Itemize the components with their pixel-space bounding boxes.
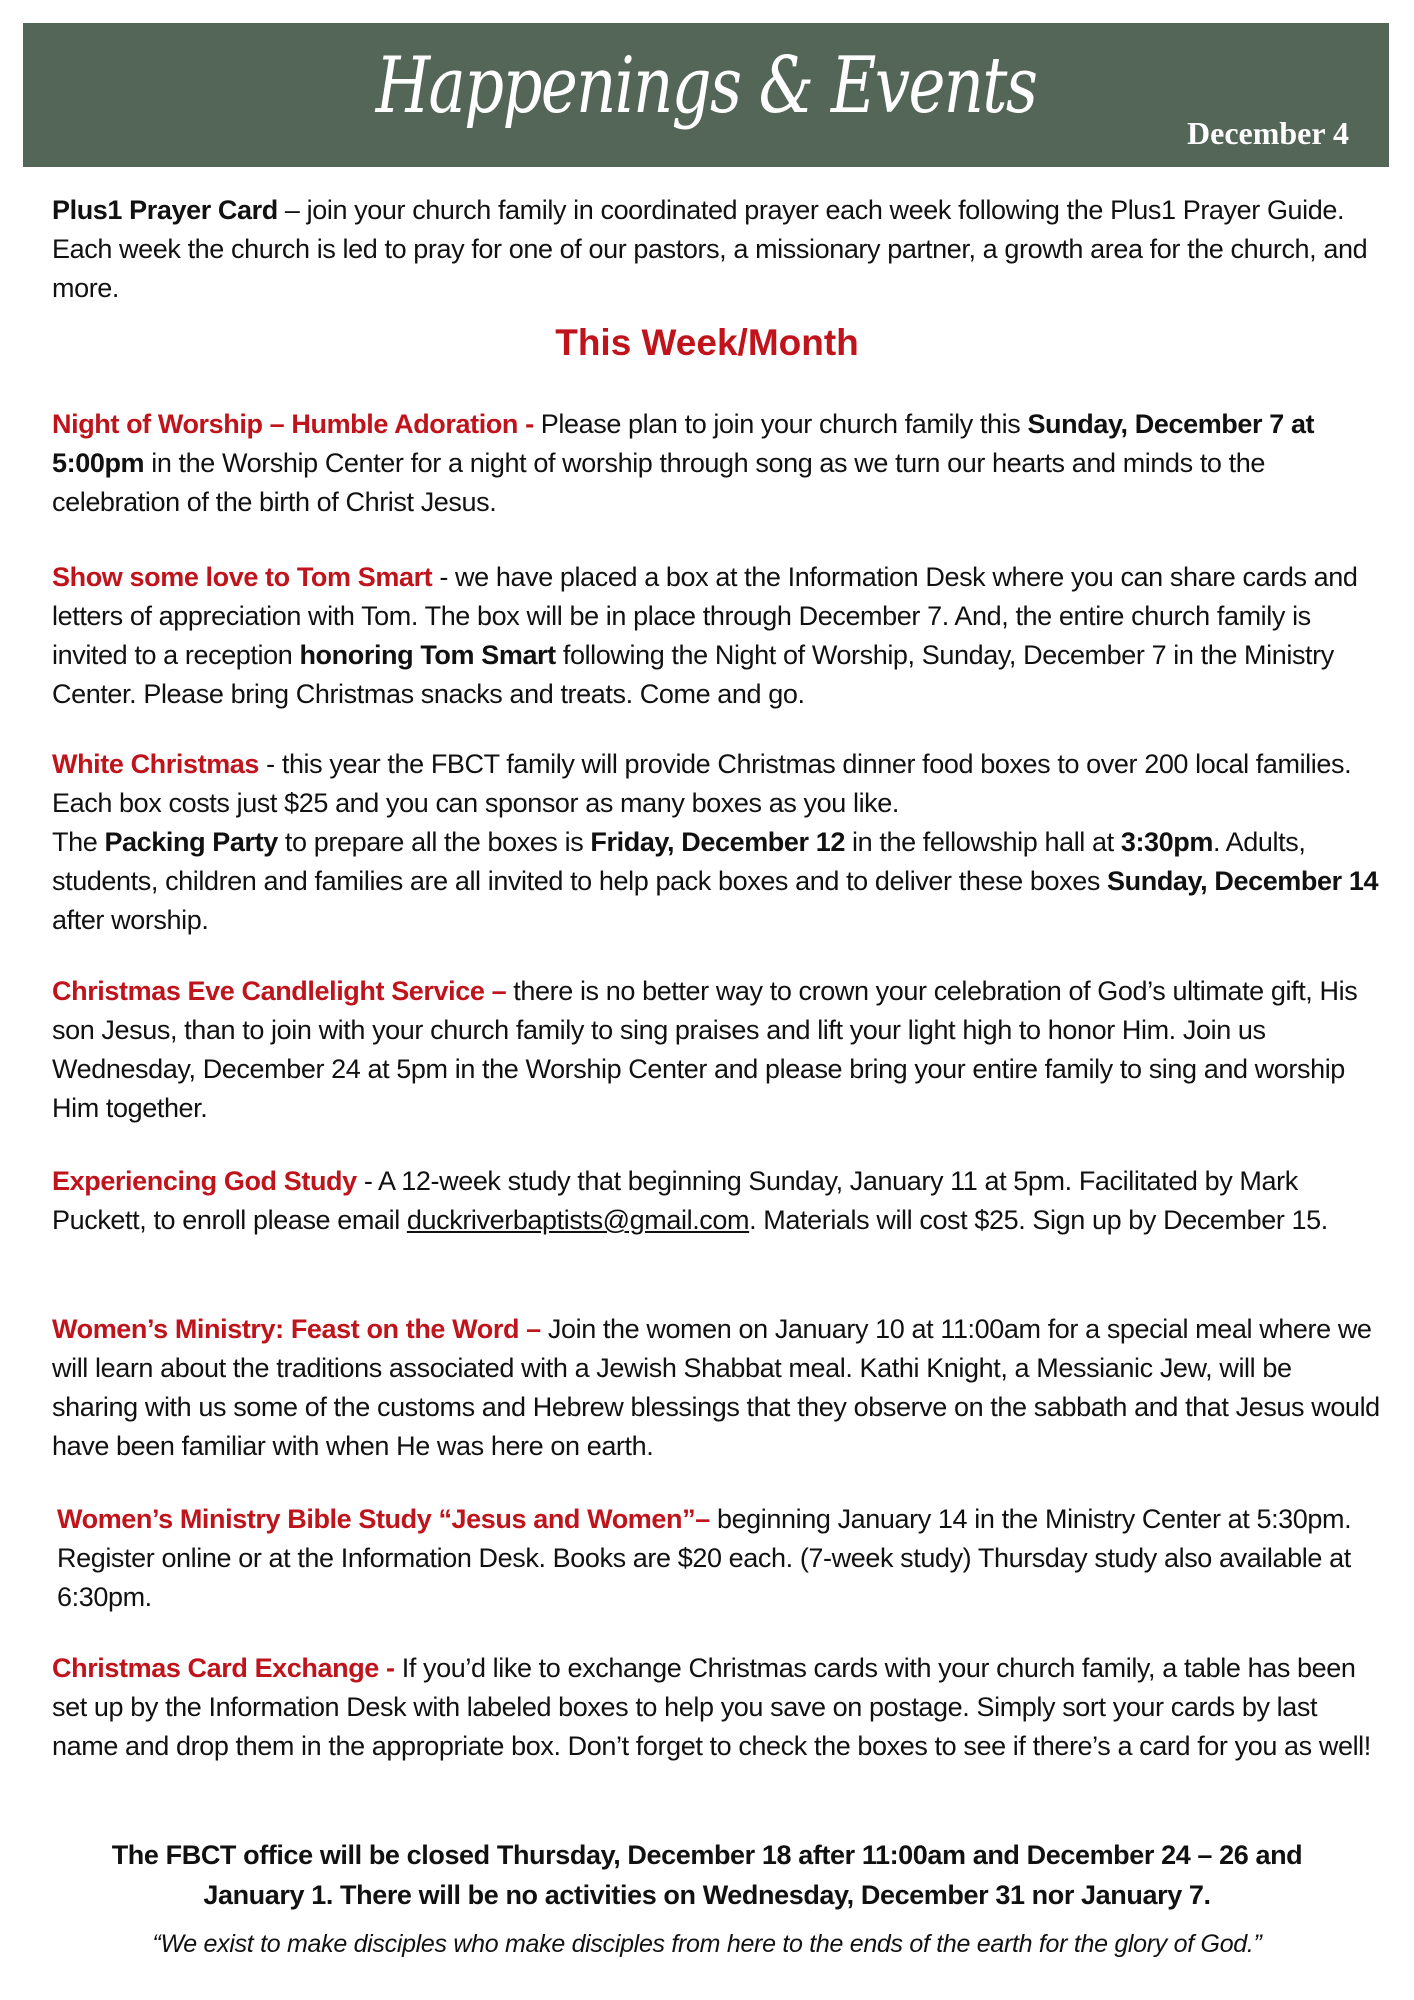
event-experiencing-god [52,1162,1382,1240]
event-night-of-worship [52,405,1382,522]
event-title: Women’s Ministry Bible Study “Jesus and Women”– [57,1504,717,1534]
event-card-exchange [52,1649,1382,1766]
event-title: Show some love to Tom Smart [52,562,433,592]
body-text: If you’d like to exchange Christmas cards with your church family, a table has been set up by the Information Desk with labeled boxes to help you save on postage. Simply sort your cards by last name and drop them in the appropriate box. Don’t forget to check the boxes to see if there’s a card for you as well! [52,1653,1371,1761]
plus1-prayer-card-paragraph [52,191,1382,308]
emphasis-text: Sunday, December 14 [1107,866,1379,896]
event-white-christmas [52,745,1382,940]
issue-date: December 4 [1187,115,1349,151]
event-christmas-eve [52,972,1382,1128]
body-text: - this year the FBCT family will provide Christmas dinner food boxes to over 200 local families. Each box costs just $25 and you can sponsor as many boxes as you like. [52,749,1352,818]
event-title: Christmas Eve Candlelight Service – [52,976,514,1006]
event-tom-smart [52,558,1382,714]
section-heading: This Week/Month [555,322,859,363]
event-title: Experiencing God Study [52,1166,357,1196]
body-text: . Materials will cost $25. Sign up by December 15. [749,1205,1328,1235]
emphasis-text: Sunday, December 7 at 5:00pm [52,409,1315,478]
event-title: Women’s Ministry: Feast on the Word – [52,1314,548,1344]
emphasis-text: 3:30pm [1120,827,1213,857]
emphasis-text: Packing Party [104,827,278,857]
body-text: following the Night of Worship, Sunday, December 7 in the Ministry Center. Please bring Christmas snacks and treats. Come and go. [52,640,1334,709]
body-text: - we have placed a box at the Information Desk where you can share cards and letters of appreciation with Tom. The box will be in place through December 7. And, the entire church family is invited to a reception [52,562,1358,670]
body-text: - A 12-week study that beginning Sunday, January 11 at 5pm. Facilitated by Mark Puckett, to enroll please email [52,1166,1298,1235]
header-banner [23,23,1389,167]
body-text: to prepare all the boxes is [277,827,591,857]
emphasis-text: Plus1 Prayer Card [52,195,278,225]
event-title: White Christmas [52,749,260,779]
body-text: there is no better way to crown your celebration of God’s ultimate gift, His son Jesus, than to join with your church family to sing praises and lift your light high to honor Him. Join us Wednesday, December 24 at 5pm in the Worship Center and please bring your entire family to sing and worship Him together. [52,976,1358,1123]
body-text: – join your church family in coordinated prayer each week following the Plus1 Prayer Guide. Each week the church is led to pray for one of our pastors, a missionary partner, a growth area for the church, and more. [52,195,1368,303]
event-title: Night of Worship – Humble Adoration - [52,409,541,439]
event-title: Christmas Card Exchange - [52,1653,402,1683]
body-text: The [52,827,105,857]
mission-statement: “We exist to make disciples who make disciples from here to the ends of the earth for the glory of God.” [152,1930,1262,1958]
page-title: Happenings & Events [375,41,1037,131]
office-closed-notice: The FBCT office will be closed Thursday, December 18 after 11:00am and December 24 – 26 and January 1. There will be no activities on Wednesday, December 31 nor January 7. [111,1840,1303,1910]
emphasis-text: Friday, December 12 [590,827,845,857]
event-womens-feast [52,1310,1382,1466]
body-text: after worship. [52,905,209,935]
body-text: in the Worship Center for a night of worship through song as we turn our hearts and minds to the celebration of the birth of Christ Jesus. [52,448,1265,517]
email-link[interactable]: duckriverbaptists@gmail.com [406,1205,750,1235]
body-text: . Adults, students, children and families are all invited to help pack boxes and to deliver these boxes [52,827,1306,896]
event-womens-bible-study [57,1500,1387,1617]
body-text: Join the women on January 10 at 11:00am for a special meal where we will learn about the traditions associated with a Jewish Shabbat meal. Kathi Knight, a Messianic Jew, will be sharing with us some of the customs and Hebrew blessings that they observe on the sabbath and that Jesus would have been familiar with when He was here on earth. [52,1314,1380,1461]
body-text: beginning January 14 in the Ministry Center at 5:30pm. Register online or at the Information Desk. Books are $20 each. (7-week study) Thursday study also available at 6:30pm. [57,1504,1352,1612]
body-text: Please plan to join your church family this [540,409,1028,439]
body-text: in the fellowship hall at [844,827,1121,857]
emphasis-text: honoring Tom Smart [299,640,556,670]
